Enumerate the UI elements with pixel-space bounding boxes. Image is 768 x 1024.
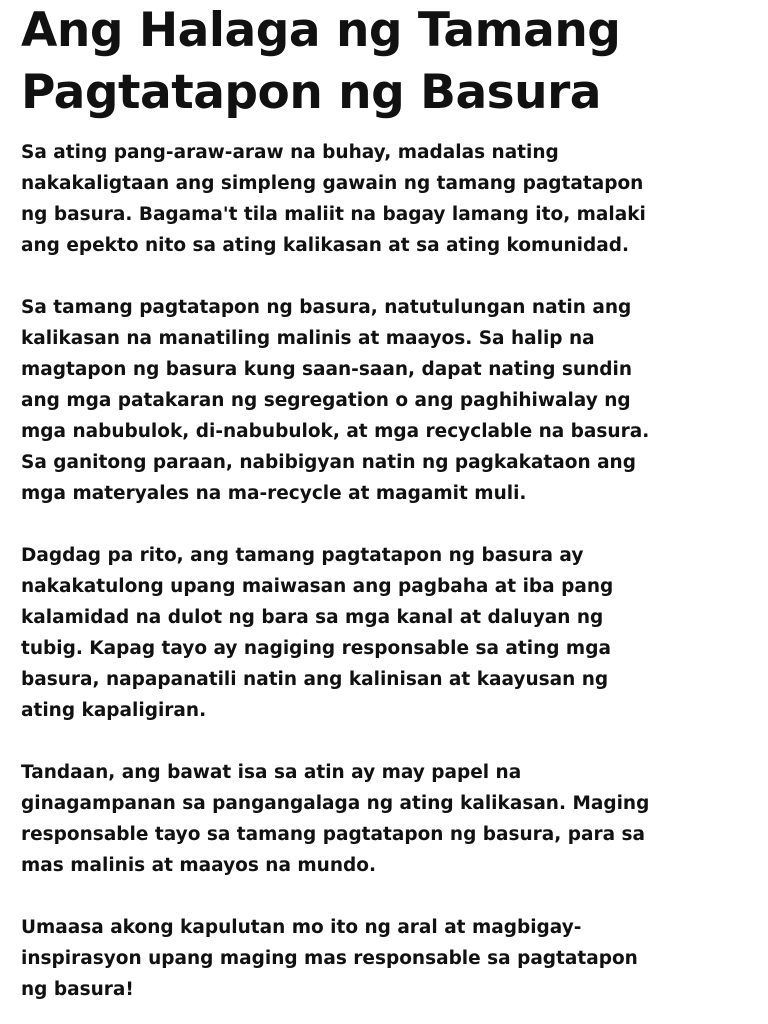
paragraph-line: Dagdag pa rito, ang tamang pagtatapon ng basura ay — [21, 545, 584, 566]
paragraph-line: nakakatulong upang maiwasan ang pagbaha at iba pang — [21, 576, 614, 597]
paragraph-line: basura, napapanatili natin ang kalinisan at kaayusan ng — [21, 669, 609, 690]
paragraph-line: mga materyales na ma-recycle at magamit muli. — [21, 483, 527, 504]
paragraph-line: nakakaligtaan ang simpleng gawain ng tamang pagtatapon — [21, 173, 644, 194]
paragraph-line: ginagampanan sa pangangalaga ng ating kalikasan. Maging — [21, 793, 650, 814]
paragraph-line: kalikasan na manatiling malinis at maayos. Sa halip na — [21, 328, 595, 349]
paragraph-flooding — [21, 540, 613, 726]
article — [21, 0, 751, 1000]
paragraph-line: ating kapaligiran. — [21, 700, 207, 721]
paragraph-reminder — [21, 757, 649, 881]
paragraph-line: ang mga patakaran ng segregation o ang paghihiwalay ng — [21, 390, 631, 411]
paragraph-line: magtapon ng basura kung saan-saan, dapat nating sundin — [21, 359, 633, 380]
paragraph-line: Sa tamang pagtatapon ng basura, natutulungan natin ang — [21, 297, 632, 318]
paragraph-line: mga nabubulok, di-nabubulok, at mga recyclable na basura. — [21, 421, 650, 442]
paragraph-line: ng basura! — [21, 979, 134, 1000]
paragraph-line: inspirasyon upang maging mas responsable sa pagtatapon — [21, 948, 638, 969]
paragraph-line: ng basura. Bagama't tila maliit na bagay lamang ito, malaki — [21, 204, 646, 225]
paragraph-segregation — [21, 292, 649, 509]
title-line: Pagtatapon ng Basura — [21, 65, 602, 120]
paragraph-line: Tandaan, ang bawat isa sa atin ay may papel na — [21, 762, 522, 783]
article-title — [21, 0, 641, 124]
paragraph-line: responsable tayo sa tamang pagtatapon ng basura, para sa — [21, 824, 646, 845]
paragraph-line: Sa ating pang-araw-araw na buhay, madalas nating — [21, 142, 559, 163]
paragraph-line: kalamidad na dulot ng bara sa mga kanal at daluyan ng — [21, 607, 604, 628]
title-line: Ang Halaga ng Tamang — [21, 3, 621, 58]
paragraph-line: mas malinis at maayos na mundo. — [21, 855, 376, 876]
paragraph-line: Sa ganitong paraan, nabibigyan natin ng pagkakataon ang — [21, 452, 636, 473]
paragraph-line: ang epekto nito sa ating kalikasan at sa ating komunidad. — [21, 235, 629, 256]
paragraph-line: Umaasa akong kapulutan mo ito ng aral at magbigay- — [21, 917, 582, 938]
paragraph-line: tubig. Kapag tayo ay nagiging responsable sa ating mga — [21, 638, 611, 659]
paragraph-intro — [21, 137, 646, 261]
paragraph-closing — [21, 912, 638, 1005]
